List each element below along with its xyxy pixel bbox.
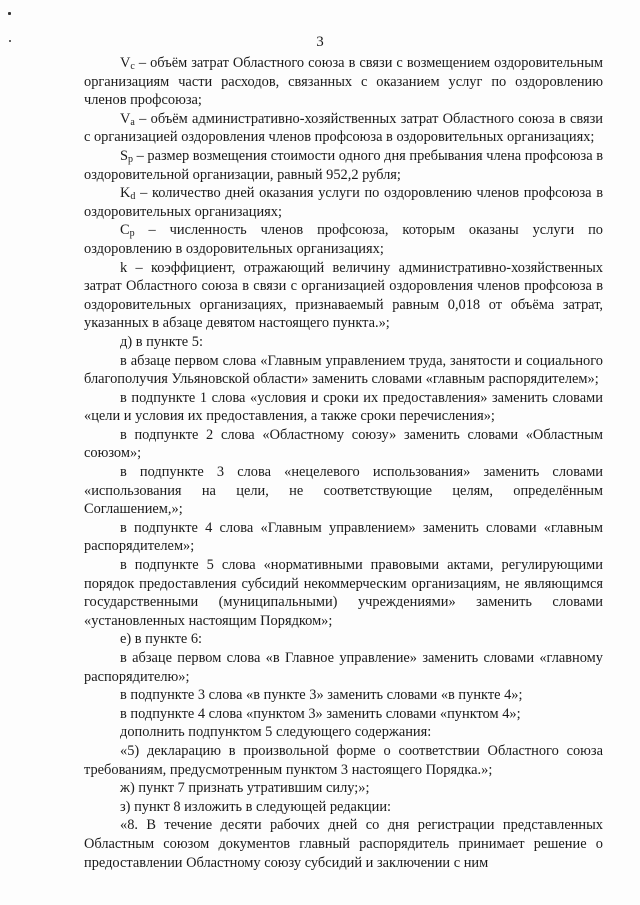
paragraph: в абзаце первом слова «Главным управлением труда, занятости и социального благополучия Ульяновской области» заменить словами «главным распорядителем»;	[84, 352, 603, 388]
symbol: V	[120, 110, 131, 127]
symbol: C	[120, 222, 130, 239]
definition-text: – численность членов профсоюза, которым оказаны услуги по оздоровлению в оздоровительных организациях;	[84, 222, 603, 257]
symbol-subscript: c	[130, 61, 135, 72]
paragraph: в подпункте 2 слова «Областному союзу» заменить словами «Областным союзом»;	[84, 426, 603, 462]
paragraph: е) в пункте 6:	[120, 631, 203, 648]
page-number: 3	[316, 34, 324, 50]
paragraph: д) в пункте 5:	[120, 333, 203, 350]
paragraph: в абзаце первом слова «в Главное управление» заменить словами «главному распорядителю»;	[84, 650, 603, 685]
paragraph: «8. В течение десяти рабочих дней со дня регистрации представленных Областным союзом документов главный распорядитель принимает решение о предоставлении Областному союзу субсидий и заключении с ним	[84, 817, 603, 871]
definition-text: – коэффициент, отражающий величину административно-хозяйственных затрат Областного союза в связи с организацией оздоровления членов профсоюза в оздоровительных организациях, признаваемый равным 0,018 от объёма затрат, указанных в абзаце девятом настоящего пункта.»;	[84, 259, 603, 332]
definition-text: – объём затрат Областного союза в связи с возмещением оздоровительным организациям части расходов, связанных с оказанием услуг по оздоровлению членов профсоюза;	[84, 55, 603, 109]
definition-va	[84, 110, 603, 147]
symbol: S	[120, 147, 129, 164]
symbol: K	[120, 185, 131, 202]
paragraph: в подпункте 4 слова «Главным управлением» заменить словами «главным распорядителем»;	[84, 519, 603, 555]
symbol: V	[120, 55, 131, 71]
symbol-subscript: a	[130, 116, 135, 128]
symbol: k	[120, 259, 128, 276]
scan-speck	[8, 12, 11, 15]
definition-cp	[84, 221, 603, 258]
definition-kd	[84, 184, 603, 221]
symbol-subscript: d	[130, 191, 136, 203]
paragraph: в подпункте 3 слова «в пункте 3» заменить словами «в пункте 4»;	[120, 687, 523, 704]
paragraph: в подпункте 5 слова «нормативными правовыми актами, регулирующими порядок предоставления субсидий некоммерческим организациям, не являющимся государственными (муниципальными) учреждениями» заменить словами «установленных настоящим Порядком»;	[84, 557, 603, 629]
definition-k	[84, 259, 603, 333]
definition-sp	[84, 147, 603, 184]
document-body	[84, 54, 603, 872]
definition-vc	[84, 54, 603, 110]
paragraph: ж) пункт 7 признать утратившим силу;»;	[120, 780, 370, 797]
definition-text: – количество дней оказания услуги по оздоровлению членов профсоюза в оздоровительных организациях;	[84, 185, 603, 220]
definition-text: – размер возмещения стоимости одного дня пребывания члена профсоюза в оздоровительной организации, равный 952,2 рубля;	[84, 147, 603, 183]
paragraph: «5) декларацию в произвольной форме о соответствии Областного союза требованиям, предусмотренным пунктом 3 настоящего Порядка.»;	[84, 742, 603, 778]
symbol-subscript: p	[128, 153, 134, 165]
paragraph: в подпункте 3 слова «нецелевого использования» заменить словами «использования на цели, не соответствующие целям, определённым Соглашением,»;	[84, 464, 603, 518]
paragraph: дополнить подпунктом 5 следующего содержания:	[120, 724, 432, 741]
symbol-subscript: p	[129, 228, 135, 240]
paragraph: в подпункте 4 слова «пунктом 3» заменить словами «пунктом 4»;	[120, 705, 521, 722]
definition-text: – объём административно-хозяйственных затрат Областного союза в связи с организацией оздоровления членов профсоюза в оздоровительных организациях;	[84, 110, 603, 146]
paragraph: з) пункт 8 изложить в следующей редакции:	[120, 798, 392, 815]
paragraph: в подпункте 1 слова «условия и сроки их предоставления» заменить словами «цели и условия их предоставления, а также сроки перечисления»;	[84, 389, 603, 425]
